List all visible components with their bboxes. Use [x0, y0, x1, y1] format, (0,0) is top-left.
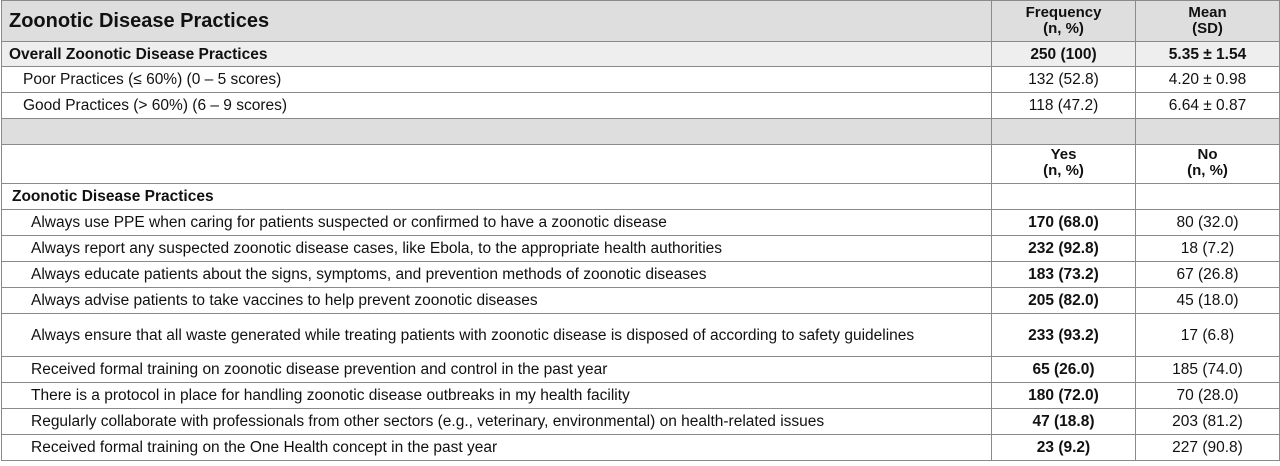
- yes-value: 183 (73.2): [992, 262, 1136, 288]
- yes-value: 23 (9.2): [992, 435, 1136, 461]
- summary-label: Poor Practices (≤ 60%) (0 – 5 scores): [2, 67, 992, 93]
- summary-row: [2, 93, 1280, 119]
- no-value: 203 (81.2): [1136, 409, 1280, 435]
- practice-label: Always ensure that all waste generated while treating patients with zoonotic disease is disposed of according to safety guidelines: [2, 314, 992, 357]
- header-row: [2, 1, 1280, 42]
- overall-frequency: 250 (100): [992, 42, 1136, 67]
- no-value: 80 (32.0): [1136, 210, 1280, 236]
- mean-header: [1136, 1, 1280, 42]
- frequency-header: [992, 1, 1136, 42]
- practice-label: Always report any suspected zoonotic disease cases, like Ebola, to the appropriate health authorities: [2, 236, 992, 262]
- summary-row: [2, 67, 1280, 93]
- overall-mean: 5.35 ± 1.54: [1136, 42, 1280, 67]
- practice-label: Received formal training on the One Health concept in the past year: [2, 435, 992, 461]
- summary-label: Good Practices (> 60%) (6 – 9 scores): [2, 93, 992, 119]
- yes-no-header-row: [2, 145, 1280, 184]
- no-header-sub: (n, %): [1187, 162, 1228, 179]
- yes-header-sub: (n, %): [1043, 162, 1084, 179]
- summary-frequency: 118 (47.2): [992, 93, 1136, 119]
- spacer-row: [2, 119, 1280, 145]
- table-row: [2, 435, 1280, 461]
- no-value: 45 (18.0): [1136, 288, 1280, 314]
- summary-mean: 6.64 ± 0.87: [1136, 93, 1280, 119]
- yes-value: 180 (72.0): [992, 383, 1136, 409]
- summary-frequency: 132 (52.8): [992, 67, 1136, 93]
- summary-mean: 4.20 ± 0.98: [1136, 67, 1280, 93]
- table-row: [2, 383, 1280, 409]
- table-row: [2, 236, 1280, 262]
- practice-label: Always educate patients about the signs, symptoms, and prevention methods of zoonotic diseases: [2, 262, 992, 288]
- section-empty-cell: [992, 184, 1136, 210]
- practice-label: Received formal training on zoonotic disease prevention and control in the past year: [2, 357, 992, 383]
- yes-value: 233 (93.2): [992, 314, 1136, 357]
- table-row: [2, 314, 1280, 357]
- table-title: Zoonotic Disease Practices: [2, 1, 992, 42]
- no-value: 227 (90.8): [1136, 435, 1280, 461]
- yes-value: 65 (26.0): [992, 357, 1136, 383]
- practice-label: Always advise patients to take vaccines to help prevent zoonotic diseases: [2, 288, 992, 314]
- table-row: [2, 409, 1280, 435]
- practice-label: Regularly collaborate with professionals from other sectors (e.g., veterinary, environmental) on health-related issues: [2, 409, 992, 435]
- practice-label: Always use PPE when caring for patients suspected or confirmed to have a zoonotic disease: [2, 210, 992, 236]
- spacer-cell: [2, 119, 992, 145]
- frequency-header-label: Frequency: [1025, 4, 1102, 21]
- practice-label: There is a protocol in place for handling zoonotic disease outbreaks in my health facility: [2, 383, 992, 409]
- no-value: 67 (26.8): [1136, 262, 1280, 288]
- practices-table: [1, 0, 1280, 461]
- section-label: Zoonotic Disease Practices: [2, 184, 992, 210]
- yes-value: 205 (82.0): [992, 288, 1136, 314]
- no-header-label: No: [1197, 146, 1218, 163]
- overall-row: [2, 42, 1280, 67]
- yes-value: 170 (68.0): [992, 210, 1136, 236]
- section-empty-cell: [1136, 184, 1280, 210]
- spacer-cell: [1136, 119, 1280, 145]
- no-value: 18 (7.2): [1136, 236, 1280, 262]
- yes-header-label: Yes: [1050, 146, 1077, 163]
- no-value: 70 (28.0): [1136, 383, 1280, 409]
- table-row: [2, 357, 1280, 383]
- table-row: [2, 262, 1280, 288]
- frequency-header-sub: (n, %): [1043, 20, 1084, 37]
- overall-label: Overall Zoonotic Disease Practices: [2, 42, 992, 67]
- mean-header-label: Mean: [1188, 4, 1227, 21]
- spacer-cell: [992, 119, 1136, 145]
- yes-header: [992, 145, 1136, 184]
- empty-header-cell: [2, 145, 992, 184]
- no-value: 185 (74.0): [1136, 357, 1280, 383]
- section-row: [2, 184, 1280, 210]
- no-value: 17 (6.8): [1136, 314, 1280, 357]
- mean-header-sub: (SD): [1192, 20, 1223, 37]
- table-row: [2, 288, 1280, 314]
- yes-value: 47 (18.8): [992, 409, 1136, 435]
- yes-value: 232 (92.8): [992, 236, 1136, 262]
- table-row: [2, 210, 1280, 236]
- no-header: [1136, 145, 1280, 184]
